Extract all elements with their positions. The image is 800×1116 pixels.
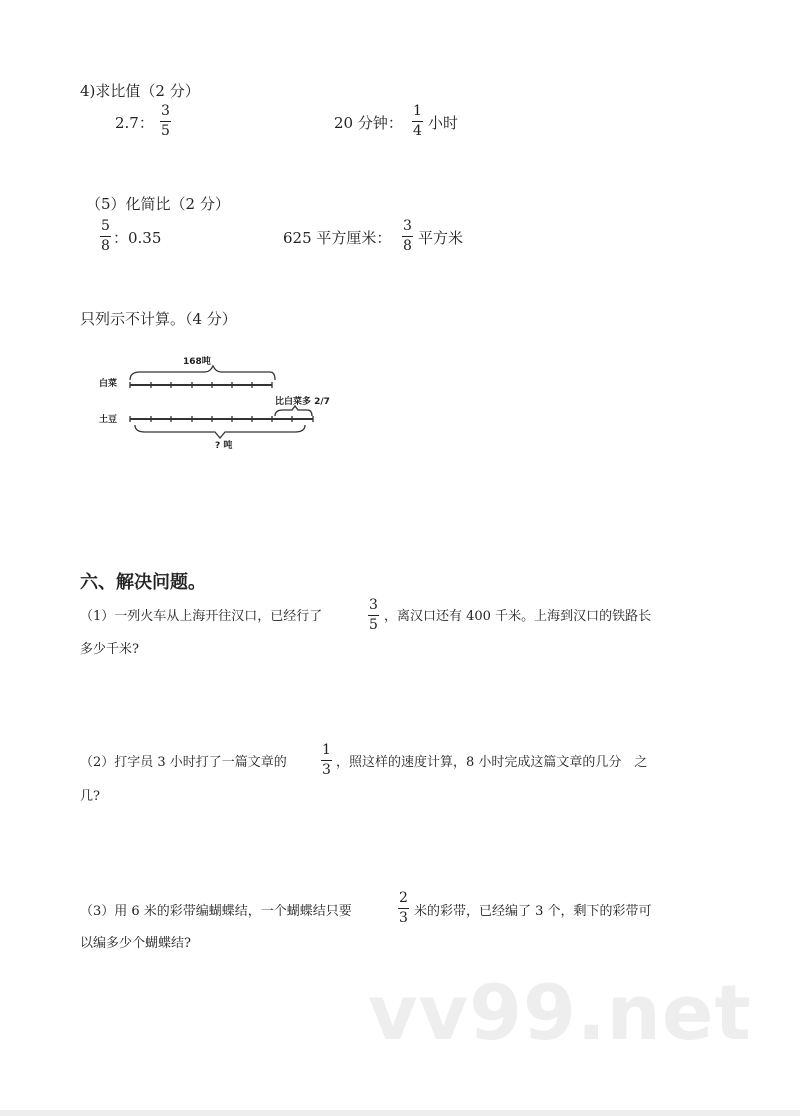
- denominator: 8: [101, 238, 110, 254]
- denominator: 5: [161, 123, 170, 139]
- problem3-text-c: 以编多少个蝴蝶结?: [80, 936, 191, 951]
- fraction: [402, 218, 413, 255]
- denominator: 5: [369, 617, 378, 633]
- denominator: 3: [399, 910, 408, 926]
- row1-label: 白菜: [99, 379, 118, 389]
- problem1-text-c: 多少千米?: [80, 642, 139, 657]
- extra-label: 比白菜多 2/7: [275, 397, 330, 407]
- row2-label: 土豆: [99, 415, 118, 425]
- list-only-title: 只列示不计算。（4 分）: [80, 310, 237, 328]
- numerator: 3: [161, 103, 170, 119]
- top-brace-label: 168吨: [183, 357, 211, 367]
- numerator: 1: [322, 742, 331, 758]
- problem2-text-b: ，照这样的速度计算，8 小时完成这篇文章的几分 之: [336, 755, 648, 770]
- q4-a-text: 2.7：: [115, 114, 154, 132]
- fraction: [368, 597, 379, 634]
- segment-bars: [95, 350, 335, 460]
- numerator: 5: [101, 218, 110, 234]
- numerator: 1: [413, 103, 422, 119]
- bottom-brace-label: ? 吨: [215, 441, 233, 451]
- extra-brace: [275, 406, 312, 416]
- denominator: 8: [403, 238, 412, 254]
- fraction: [100, 218, 111, 255]
- fraction: [398, 890, 409, 927]
- numerator: 3: [369, 597, 378, 613]
- segment-diagram: [95, 350, 335, 460]
- q4-b-text: 20 分钟：: [334, 114, 403, 132]
- problem3-text-a: （3）用 6 米的彩带编蝴蝶结，一个蝴蝶结只要: [80, 904, 352, 919]
- watermark: vv99.net: [368, 968, 752, 1057]
- q5-a-text: ：0.35: [113, 229, 162, 247]
- q5-b-text: 625 平方厘米：: [283, 229, 392, 247]
- problem1-text-a: （1）一列火车从上海开往汉口，已经行了: [80, 609, 323, 624]
- numerator: 3: [403, 218, 412, 234]
- fraction: [160, 103, 171, 140]
- q4-title: 4)求比值（2 分）: [80, 82, 200, 100]
- problem1-text-b: ，离汉口还有 400 千米。上海到汉口的铁路长: [384, 609, 652, 624]
- top-brace: [130, 366, 275, 380]
- problem3-text-b: 米的彩带，已经编了 3 个，剩下的彩带可: [414, 904, 652, 919]
- q5-b-unit: 平方米: [418, 229, 464, 247]
- numerator: 2: [399, 890, 408, 906]
- problem2-text-a: （2）打字员 3 小时打了一篇文章的: [80, 755, 287, 770]
- page-bottom-edge: [0, 1110, 800, 1116]
- bottom-brace: [135, 425, 305, 438]
- q5-title: （5）化简比（2 分）: [86, 195, 230, 213]
- q4-b-unit: 小时: [428, 114, 459, 132]
- fraction: [412, 103, 423, 140]
- denominator: 4: [413, 123, 422, 139]
- fraction: [321, 742, 332, 779]
- problem2-text-c: 几?: [80, 789, 100, 804]
- denominator: 3: [322, 762, 331, 778]
- section6-title: 六、解决问题。: [80, 572, 206, 593]
